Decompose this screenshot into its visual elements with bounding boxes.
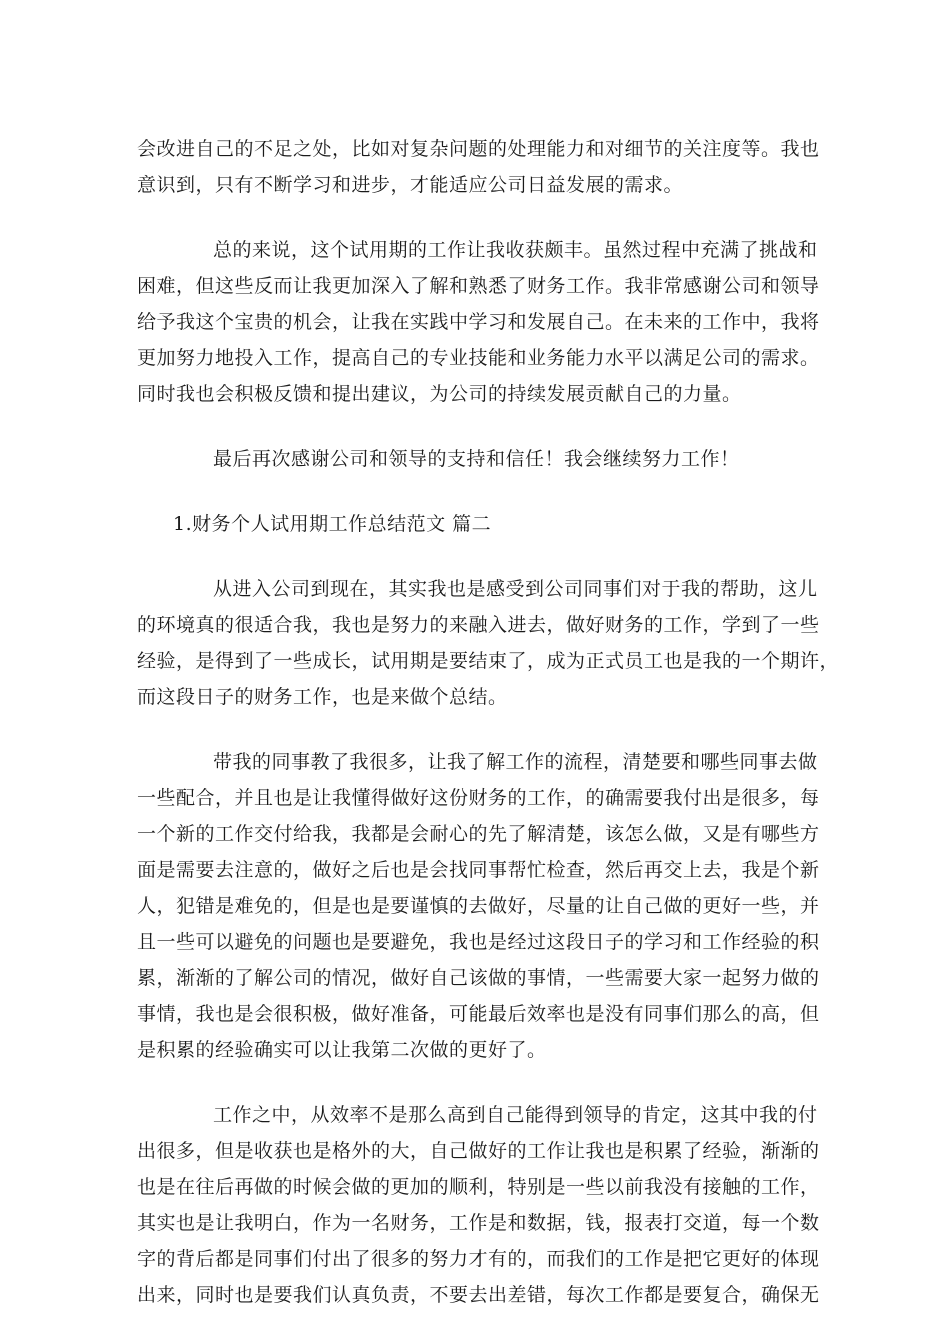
text-line: 总的来说，这个试用期的工作让我收获颇丰。虽然过程中充满了挑战和 [213, 239, 818, 261]
text-line: 最后再次感谢公司和领导的支持和信任！我会继续努力工作！ [213, 448, 740, 470]
text-line: 会改进自己的不足之处，比如对复杂问题的处理能力和对细节的关注度等。我也 [137, 138, 820, 160]
text-line: 困难，但这些反而让我更加深入了解和熟悉了财务工作。我非常感谢公司和领导 [137, 275, 820, 297]
text-line: 其实也是让我明白，作为一名财务，工作是和数据，钱，报表打交道，每一个数 [137, 1212, 820, 1234]
text-line: 也是在往后再做的时候会做的更加的顺利，特别是一些以前我没有接触的工作， [137, 1176, 820, 1198]
text-line: 而这段日子的财务工作，也是来做个总结。 [137, 686, 508, 708]
text-line: 一个新的工作交付给我，我都是会耐心的先了解清楚，该怎么做，又是有哪些方 [137, 823, 820, 845]
text-line: 的环境真的很适合我，我也是努力的来融入进去，做好财务的工作，学到了一些 [137, 614, 820, 636]
text-line: 更加努力地投入工作，提高自己的专业技能和业务能力水平以满足公司的需求。 [137, 347, 820, 369]
text-line: 同时我也会积极反馈和提出建议，为公司的持续发展贡献自己的力量。 [137, 383, 742, 405]
text-line: 是积累的经验确实可以让我第二次做的更好了。 [137, 1039, 547, 1061]
text-line: 一些配合，并且也是让我懂得做好这份财务的工作，的确需要我付出是很多，每 [137, 787, 820, 809]
text-line: 从进入公司到现在，其实我也是感受到公司同事们对于我的帮助，这儿 [213, 578, 818, 600]
document-body [137, 131, 840, 1313]
paragraph-summary [137, 232, 820, 412]
paragraph-thanks [137, 441, 817, 477]
paragraph-continuation [137, 131, 820, 203]
text-line: 事情，我也是会很积极，做好准备，可能最后效率也是没有同事们那么的高，但 [137, 1003, 820, 1025]
text-line: 面是需要去注意的，做好之后也是会找同事帮忙检查，然后再交上去，我是个新 [137, 859, 820, 881]
text-line: 带我的同事教了我很多，让我了解工作的流程，清楚要和哪些同事去做 [213, 751, 818, 773]
paragraph-mentor [137, 744, 820, 1068]
paragraph-intro [137, 571, 840, 715]
text-line: 出很多，但是收获也是格外的大，自己做好的工作让我也是积累了经验，渐渐的 [137, 1140, 820, 1162]
text-line: 且一些可以避免的问题也是要避免，我也是经过这段日子的学习和工作经验的积 [137, 931, 820, 953]
text-line: 经验，是得到了一些成长，试用期是要结束了，成为正式员工也是我的一个期许， [137, 650, 840, 672]
text-line: 累，渐渐的了解公司的情况，做好自己该做的事情，一些需要大家一起努力做的 [137, 967, 820, 989]
text-line: 人，犯错是难免的，但是也是要谨慎的去做好，尽量的让自己做的更好一些，并 [137, 895, 820, 917]
text-line: 意识到，只有不断学习和进步，才能适应公司日益发展的需求。 [137, 174, 684, 196]
paragraph-work [137, 1097, 820, 1313]
text-line: 字的背后都是同事们付出了很多的努力才有的，而我们的工作是把它更好的体现 [137, 1248, 820, 1270]
text-line: 给予我这个宝贵的机会，让我在实践中学习和发展自己。在未来的工作中，我将 [137, 311, 820, 333]
text-line: 出来，同时也是要我们认真负责，不要去出差错，每次工作都是要复合，确保无 [137, 1284, 820, 1306]
section-heading: 1.财务个人试用期工作总结范文 篇二 [173, 513, 492, 535]
text-line: 工作之中，从效率不是那么高到自己能得到领导的肯定，这其中我的付 [213, 1104, 818, 1126]
